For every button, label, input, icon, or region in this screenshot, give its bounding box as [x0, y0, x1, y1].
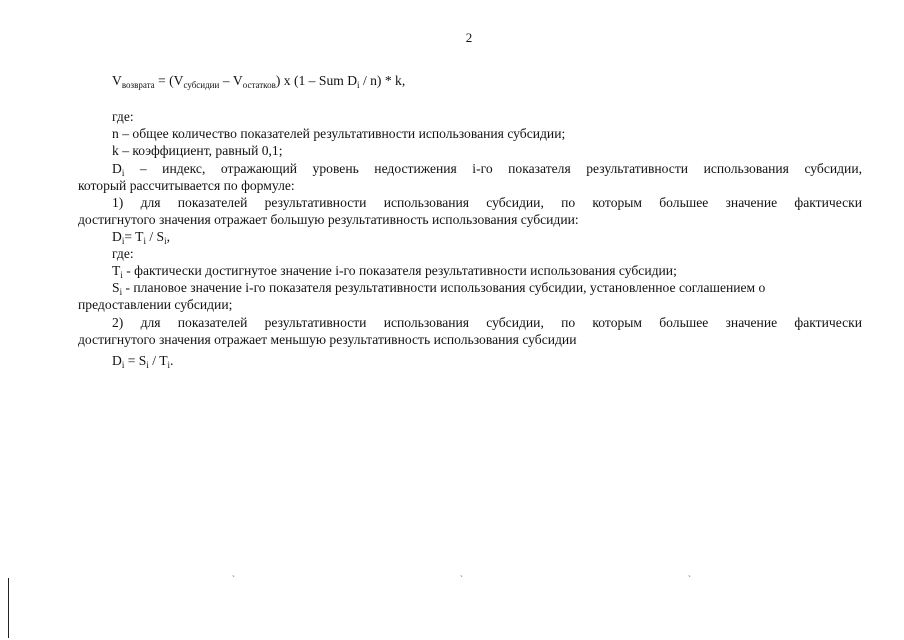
definition-d-line2: который рассчитывается по формуле:: [78, 178, 295, 193]
scan-speck: `: [688, 574, 691, 584]
definition-s-line1: $S_i$ - плановое значение i-го показателя результативности использования субсидии, установленное соглашением о: [112, 280, 766, 297]
definition-d-line1: $D_i$ – индекс, отражающий уровень недостижения i-го показателя результативности использования субсидии,: [112, 161, 862, 178]
page-number: 2: [465, 30, 473, 45]
definition-s-line2: предоставлении субсидии;: [78, 297, 233, 312]
case1-line2: достигнутого значения отражает большую результативность использования субсидии:: [78, 212, 579, 227]
scan-speck: `: [460, 574, 463, 584]
scan-speck: `: [232, 574, 235, 584]
formula-case2: $D_i = S_i / T_i$.: [112, 353, 174, 370]
case2-line2: достигнутого значения отражает меньшую результативность использования субсидии: [78, 332, 577, 347]
where-label: где:: [112, 109, 134, 124]
definition-k: k – коэффициент, равный 0,1;: [112, 143, 283, 158]
definition-t: $T_i$ - фактически достигнутое значение i-го показателя результативности использования субсидии;: [112, 263, 677, 280]
case2-line1: 2) для показателей результативности использования субсидии, по которым большее значение фактически: [112, 315, 862, 330]
case1-line1: 1) для показателей результативности использования субсидии, по которым большее значение фактически: [112, 195, 862, 210]
where-label-2: где:: [112, 246, 134, 261]
formula-v-return: $V_{возврата} = (V_{субсидии} - V_{остатков})$ x (1 – Sum $D_i / n$) * k,: [112, 73, 406, 90]
formula-case1: $D_i= T_i / S_i$,: [112, 229, 171, 246]
scan-margin-line: [8, 578, 9, 638]
definition-n: n – общее количество показателей результативности использования субсидии;: [112, 126, 566, 141]
